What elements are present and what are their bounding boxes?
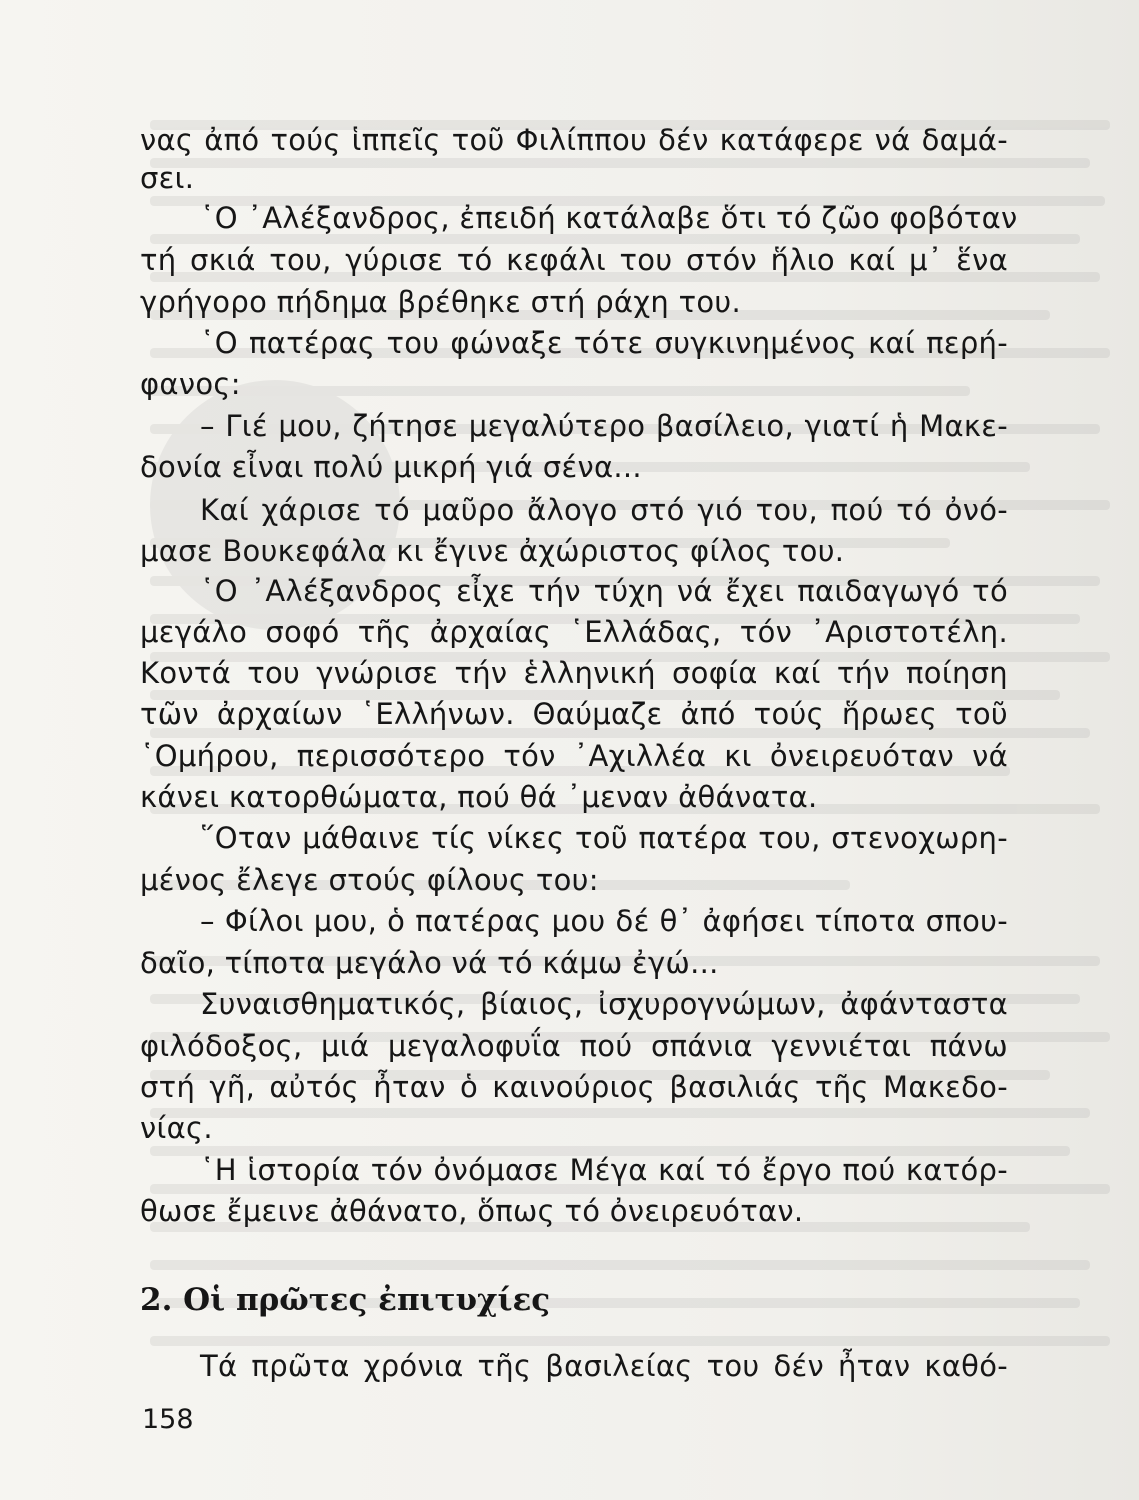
text-line: ῾Η ἱστορία τόν ὀνόμασε Μέγα καί τό ἔργο πού κατόρ- <box>200 1153 1008 1187</box>
text-line: φανος: <box>140 367 241 401</box>
page-number: 158 <box>142 1404 194 1435</box>
text-line: κάνει κατορθώματα, πού θά ᾿μεναν ἀθάνατα. <box>140 780 818 814</box>
text-line: Τά πρῶτα χρόνια τῆς βασιλείας του δέν ἦταν καθό- <box>200 1349 1008 1383</box>
text-line: – Γιέ μου, ζήτησε μεγαλύτερο βασίλειο, γιατί ἡ Μακε- <box>200 409 1008 443</box>
text-line: ῾Ο πατέρας του φώναξε τότε συγκινημένος καί περή- <box>200 326 1008 360</box>
text-line: σει. <box>140 161 195 195</box>
text-line: στή γῆ, αὐτός ἦταν ὁ καινούριος βασιλιάς τῆς Μακεδο- <box>140 1070 1008 1104</box>
text-line: θωσε ἔμεινε ἀθάνατο, ὅπως τό ὀνειρευόταν. <box>140 1194 804 1228</box>
text-line: μεγάλο σοφό τῆς ἀρχαίας ῾Ελλάδας, τόν ᾿Αριστοτέλη. <box>140 615 1008 649</box>
text-line: – Φίλοι μου, ὁ πατέρας μου δέ θ᾿ ἀφήσει τίποτα σπου- <box>200 904 1008 938</box>
text-line: ῞Οταν μάθαινε τίς νίκες τοῦ πατέρα του, στενοχωρη- <box>200 821 1008 855</box>
text-line: δονία εἶναι πολύ μικρή γιά σένα... <box>140 450 642 484</box>
text-line: Κοντά του γνώρισε τήν ἑλληνική σοφία καί τήν ποίηση <box>140 656 1008 690</box>
section-heading: 2. Οἱ πρῶτες ἐπιτυχίες <box>140 1282 551 1318</box>
text-line: φιλόδοξος, μιά μεγαλοφυΐα πού σπάνια γεννιέται πάνω <box>140 1029 1008 1063</box>
text-line: Συναισθηματικός, βίαιος, ἰσχυρογνώμων, ἀφάνταστα <box>200 987 1008 1021</box>
text-line: μένος ἔλεγε στούς φίλους του: <box>140 863 599 897</box>
text-line: ῾Ο ᾿Αλέξανδρος, ἐπειδή κατάλαβε ὅτι τό ζῶο φοβόταν <box>200 201 1018 235</box>
text-line: τή σκιά του, γύρισε τό κεφάλι του στόν ἥλιο καί μ᾿ ἕνα <box>140 243 1008 277</box>
text-line: νίας. <box>140 1111 213 1145</box>
text-line: δαῖο, τίποτα μεγάλο νά τό κάμω ἐγώ... <box>140 946 719 980</box>
text-line: μασε Βουκεφάλα κι ἔγινε ἀχώριστος φίλος του. <box>140 534 845 568</box>
text-line: νας ἀπό τούς ἱππεῖς τοῦ Φιλίππου δέν κατάφερε νά δαμά- <box>140 123 1008 157</box>
text-line: ῾Ομήρου, περισσότερο τόν ᾿Αχιλλέα κι ὀνειρευόταν νά <box>140 739 1008 773</box>
text-line: ῾Ο ᾿Αλέξανδρος εἶχε τήν τύχη νά ἔχει παιδαγωγό τό <box>200 574 1008 608</box>
text-line: γρήγορο πήδημα βρέθηκε στή ράχη του. <box>140 285 741 319</box>
text-line: Καί χάρισε τό μαῦρο ἄλογο στό γιό του, πού τό ὀνό- <box>200 493 1008 527</box>
text-line: τῶν ἀρχαίων ῾Ελλήνων. Θαύμαζε ἀπό τούς ἥρωες τοῦ <box>140 697 1008 731</box>
